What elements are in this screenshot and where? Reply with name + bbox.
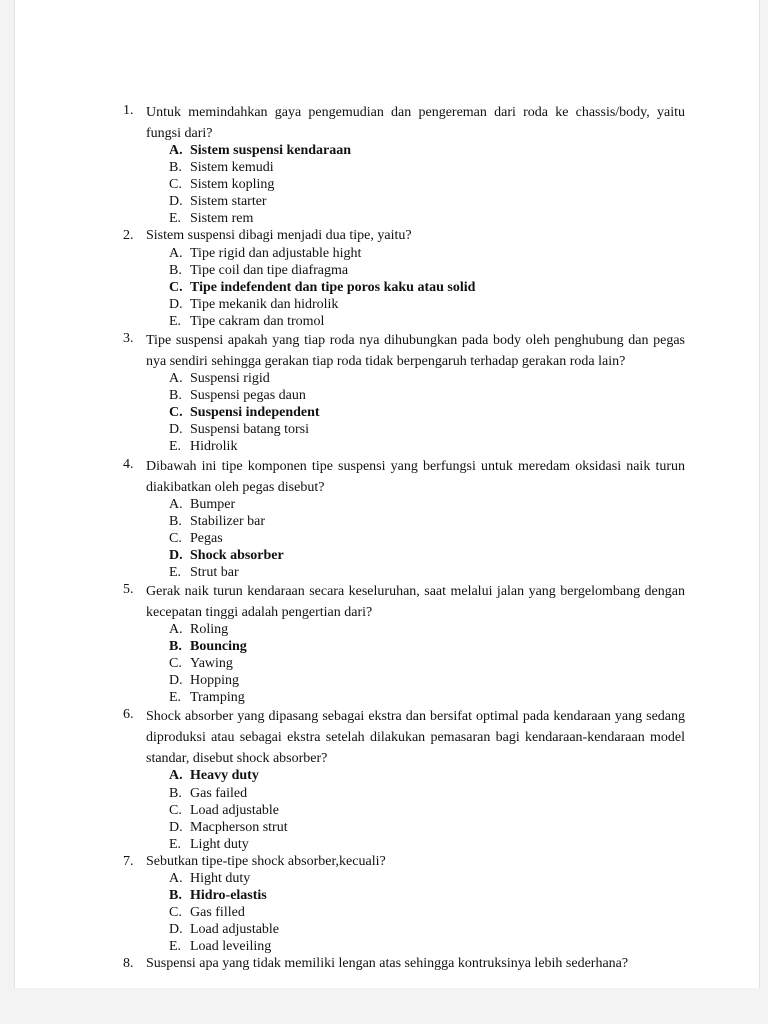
- option-letter: B.: [169, 639, 182, 655]
- question-2: [123, 227, 685, 330]
- option-letter: E.: [169, 939, 182, 955]
- option-letter: A.: [169, 371, 183, 387]
- option-letter: C.: [169, 656, 182, 672]
- option-text: Suspensi independent: [190, 405, 320, 421]
- question-7: [123, 853, 685, 956]
- option-text: Bumper: [190, 496, 236, 512]
- option-letter: B.: [169, 160, 182, 176]
- option: [146, 621, 685, 638]
- option: [146, 655, 685, 672]
- question-3: [123, 330, 685, 455]
- option-text: Hopping: [190, 673, 239, 689]
- option-text: Load adjustable: [190, 802, 280, 818]
- option: [146, 802, 685, 819]
- option-letter: B.: [169, 888, 182, 904]
- option-text: Gas failed: [190, 785, 248, 801]
- question-list: [123, 102, 685, 973]
- option: [146, 387, 685, 404]
- option-letter: B.: [169, 513, 182, 529]
- question-number: 4.: [123, 456, 134, 472]
- option-text: Gas filled: [190, 905, 245, 921]
- option: [146, 785, 685, 802]
- option-text: Tramping: [190, 690, 245, 706]
- option: [146, 938, 685, 955]
- option: [146, 210, 685, 227]
- option-text: Roling: [190, 621, 229, 637]
- option-letter: C.: [169, 905, 182, 921]
- option-letter: D.: [169, 819, 183, 835]
- question-6: [123, 706, 685, 852]
- option: [146, 921, 685, 938]
- question-number: 2.: [123, 228, 134, 244]
- question-number: 5.: [123, 581, 134, 597]
- option: [146, 870, 685, 887]
- option-text: Suspensi rigid: [190, 371, 270, 387]
- option-letter: A.: [169, 768, 183, 784]
- option: [146, 672, 685, 689]
- question-text: Dibawah ini tipe komponen tipe suspensi yang berfungsi untuk meredam oksidasi naik turun diakibatkan oleh pegas disebut?: [146, 458, 685, 495]
- option-letter: D.: [169, 194, 183, 210]
- option-text: Hidro-elastis: [190, 888, 267, 904]
- answer-option: [146, 279, 685, 296]
- question-text: Gerak naik turun kendaraan secara keseluruhan, saat melalui jalan yang bergelombang dengan kecepatan tinggi adalah pengertian dari?: [146, 583, 685, 620]
- answer-option: [146, 404, 685, 421]
- option-letter: A.: [169, 496, 183, 512]
- option: [146, 496, 685, 513]
- question-text: Tipe suspensi apakah yang tiap roda nya dihubungkan pada body oleh penghubung dan pegas nya sendiri sehingga gerakan tiap roda tidak berpengaruh terhadap gerakan roda lain?: [146, 333, 685, 370]
- option-text: Tipe indefendent dan tipe poros kaku atau solid: [190, 279, 476, 295]
- option: [146, 370, 685, 387]
- option-letter: B.: [169, 388, 182, 404]
- option: [146, 819, 685, 836]
- option: [146, 159, 685, 176]
- option-letter: E.: [169, 313, 182, 329]
- option: [146, 296, 685, 313]
- option-text: Strut bar: [190, 564, 239, 580]
- option-letter: A.: [169, 621, 183, 637]
- option-text: Tipe rigid dan adjustable hight: [190, 245, 362, 261]
- option-letter: E.: [169, 211, 182, 227]
- option: [146, 421, 685, 438]
- option-letter: B.: [169, 262, 182, 278]
- option-text: Tipe mekanik dan hidrolik: [190, 296, 339, 312]
- option: [146, 689, 685, 706]
- option-text: Tipe cakram dan tromol: [190, 313, 325, 329]
- option: [146, 836, 685, 853]
- option-text: Shock absorber: [190, 547, 284, 563]
- option-text: Macpherson strut: [190, 819, 288, 835]
- question-1: [123, 102, 685, 227]
- option-text: Stabilizer bar: [190, 513, 266, 529]
- option: [146, 438, 685, 455]
- option-letter: A.: [169, 871, 183, 886]
- option-letter: C.: [169, 177, 182, 193]
- option-text: Heavy duty: [190, 768, 259, 784]
- option-text: Suspensi pegas daun: [190, 388, 306, 404]
- option-letter: A.: [169, 143, 183, 158]
- question-number: 7.: [123, 853, 134, 869]
- option: [146, 904, 685, 921]
- option-letter: C.: [169, 802, 182, 818]
- option-letter: D.: [169, 422, 183, 438]
- option-letter: D.: [169, 296, 183, 312]
- option: [146, 513, 685, 530]
- option-letter: E.: [169, 564, 182, 580]
- option-letter: B.: [169, 785, 182, 801]
- option-text: Hidrolik: [190, 439, 238, 455]
- option-text: Sistem starter: [190, 194, 267, 210]
- option-text: Sistem kemudi: [190, 160, 274, 176]
- question-text: Sistem suspensi dibagi menjadi dua tipe, yaitu?: [146, 228, 412, 244]
- question-number: 8.: [123, 956, 134, 972]
- answer-option: [146, 547, 685, 564]
- option-text: Pegas: [190, 530, 223, 546]
- answer-option: [146, 887, 685, 904]
- option: [146, 564, 685, 581]
- option-letter: E.: [169, 836, 182, 852]
- option-text: Sistem suspensi kendaraan: [190, 143, 352, 158]
- option: [146, 193, 685, 210]
- option-text: Load leveiling: [190, 939, 272, 955]
- option-letter: C.: [169, 405, 183, 421]
- question-number: 1.: [123, 103, 134, 118]
- option-letter: C.: [169, 530, 182, 546]
- option-text: Sistem kopling: [190, 177, 275, 193]
- answer-option: [146, 142, 685, 159]
- option-letter: E.: [169, 690, 182, 706]
- question-text: Untuk memindahkan gaya pengemudian dan pengereman dari roda ke chassis/body, yaitu fungsi dari?: [146, 105, 685, 141]
- option-letter: E.: [169, 439, 182, 455]
- option-letter: C.: [169, 279, 183, 295]
- question-5: [123, 581, 685, 706]
- option-text: Suspensi batang torsi: [190, 422, 309, 438]
- answer-option: [146, 638, 685, 655]
- question-number: 3.: [123, 331, 134, 347]
- option-text: Yawing: [190, 656, 233, 672]
- document-page: [14, 0, 760, 988]
- question-text: Shock absorber yang dipasang sebagai ekstra dan bersifat optimal pada kendaraan yang sedang diproduksi atau sebagai ekstra setelah dilakukan pemasaran bagi kendaraan-kendaraan model standar, disebut shock absorber?: [146, 709, 685, 767]
- option: [146, 313, 685, 330]
- option-letter: D.: [169, 673, 183, 689]
- question-text: Sebutkan tipe-tipe shock absorber,kecuali?: [146, 853, 386, 869]
- option-text: Hight duty: [190, 871, 251, 886]
- question-text: Suspensi apa yang tidak memiliki lengan atas sehingga kontruksinya lebih sederhana?: [146, 956, 629, 972]
- option-letter: A.: [169, 245, 183, 261]
- option-letter: D.: [169, 547, 183, 563]
- option-text: Light duty: [190, 836, 249, 852]
- option-text: Sistem rem: [190, 211, 254, 227]
- question-8: [123, 955, 685, 972]
- option-text: Load adjustable: [190, 922, 280, 938]
- option-letter: D.: [169, 922, 183, 938]
- question-4: [123, 456, 685, 581]
- option: [146, 245, 685, 262]
- option: [146, 176, 685, 193]
- option-text: Tipe coil dan tipe diafragma: [190, 262, 349, 278]
- option: [146, 530, 685, 547]
- option-text: Bouncing: [190, 639, 247, 655]
- answer-option: [146, 767, 685, 784]
- option: [146, 262, 685, 279]
- question-number: 6.: [123, 707, 134, 723]
